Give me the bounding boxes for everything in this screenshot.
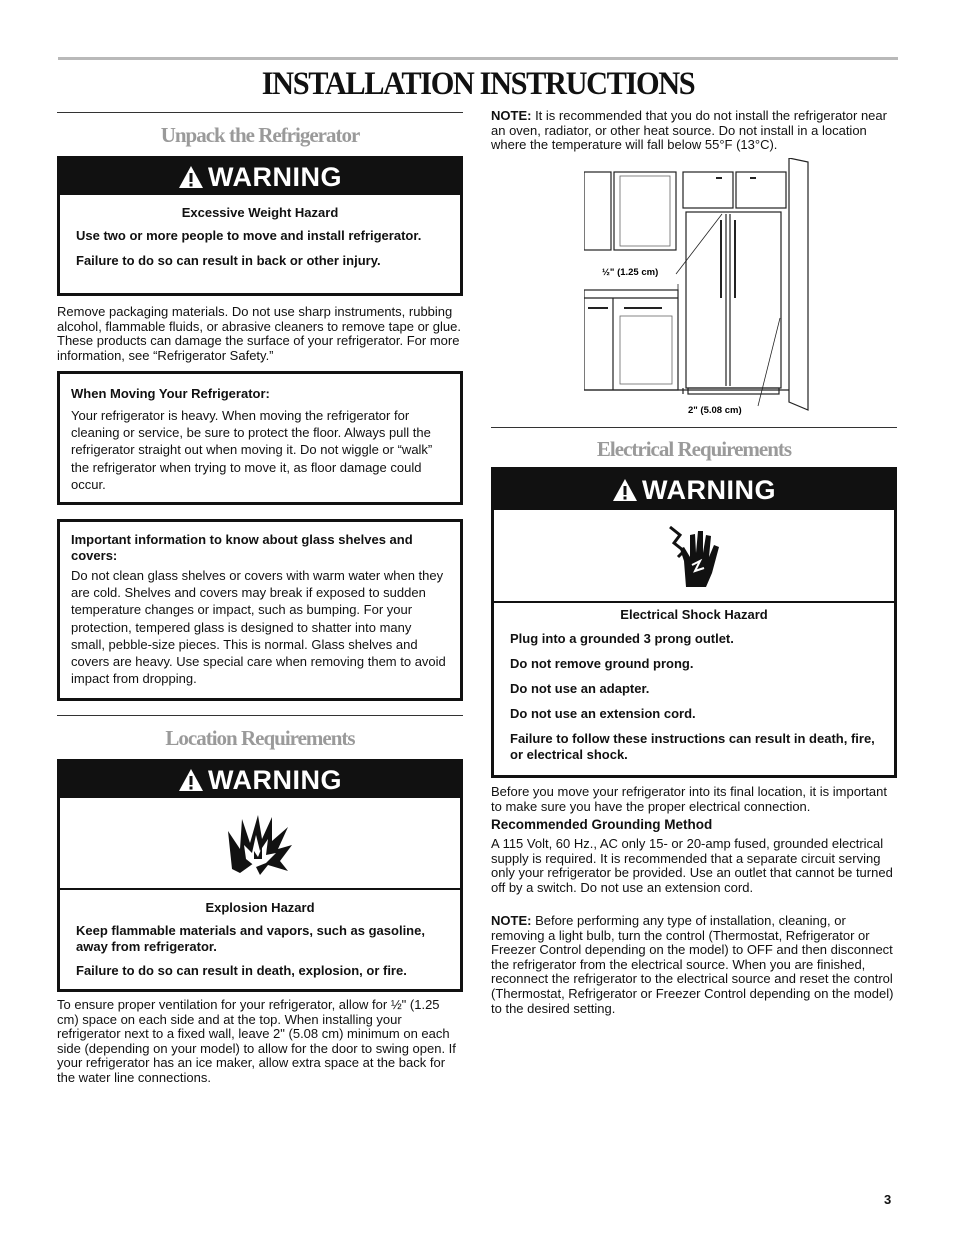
warning-line: Use two or more people to move and install refrigerator. bbox=[76, 228, 422, 243]
hazard-title: Explosion Hazard bbox=[205, 900, 315, 915]
warning-triangle-icon bbox=[612, 478, 638, 502]
clearance-label-top: ½" (1.25 cm) bbox=[602, 267, 659, 278]
warning-banner bbox=[60, 762, 460, 798]
warning-line: Plug into a grounded 3 prong outlet. bbox=[510, 631, 734, 646]
section-heading-location: Location Requirements bbox=[165, 726, 355, 750]
warning-line: Failure to follow these instructions can result in death, fire, or electrical shock. bbox=[510, 731, 875, 762]
warning-line: Do not use an adapter. bbox=[510, 681, 650, 696]
electrical-paragraph-1: Before you move your refrigerator into its final location, it is important to make sure you have the proper electrical connection. bbox=[491, 784, 887, 814]
info-box-body: Your refrigerator is heavy. When moving the refrigerator for cleaning or service, be sure to protect the floor. Always pull the refrigerator straight out when moving it. Do not wiggle or “walk” the refrigerator when trying to move it, as floor damage could occur. bbox=[71, 408, 433, 492]
info-box-title: Important information to know about glass shelves and covers: bbox=[71, 532, 413, 563]
refrigerator-clearance-figure bbox=[584, 158, 814, 416]
warning-line: Failure to do so can result in death, explosion, or fire. bbox=[76, 963, 407, 978]
warning-line: Failure to do so can result in back or other injury. bbox=[76, 253, 381, 268]
section-rule bbox=[491, 427, 897, 428]
page-title: INSTALLATION INSTRUCTIONS bbox=[261, 66, 695, 102]
warning-line: Do not remove ground prong. bbox=[510, 656, 694, 671]
warning-box-explosion bbox=[57, 759, 463, 992]
electric-shock-icon bbox=[664, 521, 724, 591]
hazard-title: Excessive Weight Hazard bbox=[181, 205, 339, 220]
warning-label: WARNING bbox=[642, 474, 776, 505]
glass-info-box bbox=[57, 519, 463, 701]
section-heading-electrical: Electrical Requirements bbox=[596, 437, 792, 461]
page-number: 3 bbox=[884, 1192, 892, 1207]
section-rule bbox=[57, 112, 463, 113]
warning-banner bbox=[494, 470, 894, 510]
note-label: NOTE: bbox=[491, 913, 532, 928]
section-rule bbox=[57, 715, 463, 716]
note-label: NOTE: bbox=[491, 108, 532, 123]
explosion-icon bbox=[224, 809, 296, 877]
warning-label: WARNING bbox=[208, 161, 342, 192]
warning-banner bbox=[60, 159, 460, 195]
info-box-title: When Moving Your Refrigerator: bbox=[71, 386, 270, 401]
clearance-label-bottom: 2" (5.08 cm) bbox=[688, 405, 742, 416]
section-heading-unpack: Unpack the Refrigerator bbox=[160, 123, 360, 147]
note-text: Before performing any type of installation, cleaning, or removing a light bulb, turn the control (Thermostat, Refrigerator or Freezer Control depending on the model) to OFF and then disconnect the refrigerator from the electrical source. When you are finished, reconnect the refrigerator to the electrical source and reset the control (Thermostat, Refrigerator or Freezer Control depending on the model) to the desired setting. bbox=[491, 913, 894, 1016]
top-rule bbox=[58, 57, 898, 60]
note-text: It is recommended that you do not install the refrigerator near an oven, radiator, or other heat source. Do not install in a location where the temperature will fall below 55°F (13°C). bbox=[491, 108, 887, 153]
electrical-paragraph-2: A 115 Volt, 60 Hz., AC only 15- or 20-amp fused, grounded electrical supply is required. It is recommended that a separate circuit serving only your refrigerator be provided. Use an outlet that cannot be turned off by a switch. Do not use an extension cord. bbox=[491, 836, 893, 895]
unpack-paragraph: Remove packaging materials. Do not use sharp instruments, rubbing alcohol, flammable fluids, or abrasive cleaners to remove tape or glue. These products can damage the surface of your refrigerator. For more information, see “Refrigerator Safety.” bbox=[57, 304, 461, 363]
refrigerator-illustration bbox=[584, 158, 814, 416]
grounding-subheading: Recommended Grounding Method bbox=[491, 817, 713, 832]
warning-triangle-icon bbox=[178, 165, 204, 189]
warning-box-weight bbox=[57, 156, 463, 296]
warning-triangle-icon bbox=[178, 768, 204, 792]
location-paragraph: To ensure proper ventilation for your refrigerator, allow for ½" (1.25 cm) space on each side and at the top. When installing your refrigerator next to a fixed wall, leave 2" (5.08 cm) minimum on each side (depending on your model) to allow for the door to swing open. If your refrigerator has an ice maker, allow extra space at the back for the water line connections. bbox=[57, 997, 456, 1085]
note-top bbox=[491, 109, 896, 153]
warning-line: Keep flammable materials and vapors, such as gasoline, away from refrigerator. bbox=[76, 923, 425, 954]
warning-label: WARNING bbox=[208, 764, 342, 795]
hazard-title: Electrical Shock Hazard bbox=[620, 607, 768, 622]
warning-line: Do not use an extension cord. bbox=[510, 706, 696, 721]
hazard-icon-area bbox=[494, 510, 894, 603]
info-box-body: Do not clean glass shelves or covers with warm water when they are cold. Shelves and covers may break if exposed to sudden temperature changes or impact, such as bumping. For your protection, tempered glass is designed to shatter into many small, pebble-size pieces. This is normal. Glass shelves and covers are heavy. Use special care when removing them to avoid impact from dropping. bbox=[71, 568, 446, 687]
hazard-icon-area bbox=[60, 798, 460, 890]
warning-box-electrical bbox=[491, 467, 897, 778]
electrical-note bbox=[491, 914, 897, 1016]
moving-info-box bbox=[57, 371, 463, 505]
